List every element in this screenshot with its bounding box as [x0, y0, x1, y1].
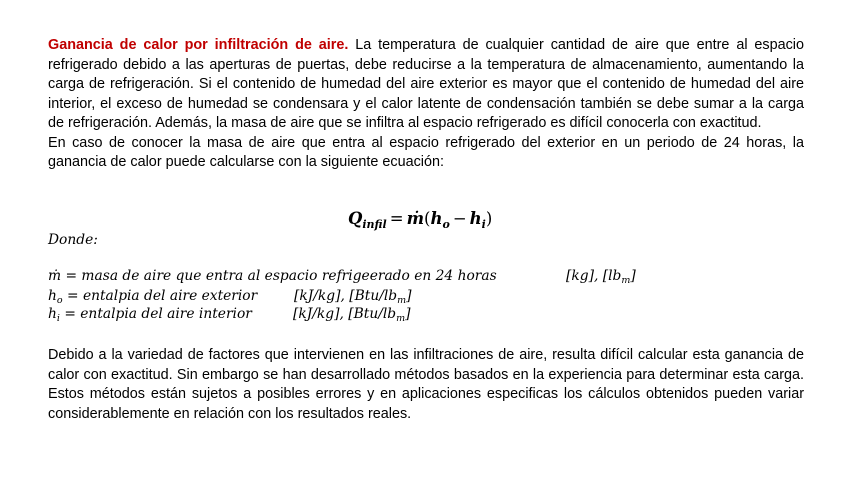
definition-unit-mass — [566, 268, 636, 286]
definition-unit-ho — [294, 288, 412, 306]
definition-unit-hi — [293, 306, 411, 324]
def-unit-end: ] — [406, 288, 412, 304]
intro-section — [48, 36, 804, 173]
eq-minus: − — [452, 209, 467, 228]
def-unit-sub: m — [396, 313, 406, 324]
eq-h2: h — [469, 209, 482, 228]
def-unit-text: [kJ/kg], [Btu/lb — [293, 306, 397, 322]
closing-paragraph: Debido a la variedad de factores que intervienen en las infiltraciones de aire, resulta difícil calcular esta ganancia de calor con exactitud. Sin embargo se han desarrollado métodos basados en la experiencia para determinar esta carga. Estos métodos están sujetos a posibles errores y en aplicaciones especificas los cálculos obtenidos pueden variar considerablemente en relación con los resultados reales. — [48, 347, 804, 422]
def-description: = entalpia del aire interior — [59, 306, 252, 322]
def-unit-end: ] — [630, 268, 636, 284]
intro-paragraph — [48, 36, 804, 134]
def-symbol: h — [48, 288, 57, 304]
eq-mdot: ṁ — [406, 209, 425, 228]
def-description: = masa de aire que entra al espacio refrigeerado en 24 horas — [61, 268, 497, 284]
section-heading: Ganancia de calor por infiltración de aire. — [48, 37, 349, 53]
def-unit-end: ] — [405, 306, 411, 322]
definition-row-ho — [48, 288, 257, 306]
intro-text: La temperatura de cualquier cantidad de aire que entre al espacio refrigerado debido a las aperturas de puertas, debe reducirse a la temperatura de almacenamiento, aumentando la carga de refrigeración. Si el contenido de humedad del aire exterior es mayor que el contenido de humedad del aire interior, el exceso de humedad se condensara y el calor latente de condensación también se debe sumar a la carga de refrigeración. Además, la masa de aire que se infiltra al espacio refrigerado es difícil conocerla con exactitud. — [48, 37, 804, 131]
eq-lhs-sub: infil — [362, 218, 387, 231]
definition-row-mass — [48, 268, 497, 284]
def-unit-sub: m — [397, 295, 407, 306]
heat-gain-equation — [348, 209, 492, 231]
eq-equals: = — [389, 209, 404, 228]
def-symbol: h — [48, 306, 57, 322]
eq-h1: h — [430, 209, 443, 228]
def-unit-sub: m — [621, 275, 631, 286]
intro-paragraph-2: En caso de conocer la masa de aire que entra al espacio refrigerado del exterior en un periodo de 24 horas, la ganancia de calor puede calcularse con la siguiente ecuación: — [48, 134, 804, 170]
def-symbol-sub: o — [56, 295, 63, 306]
eq-h1-sub: o — [442, 218, 450, 231]
eq-h2-sub: i — [481, 218, 486, 231]
def-unit-text: [kg], [lb — [566, 268, 622, 284]
def-symbol-sub: i — [56, 313, 60, 324]
eq-open-paren: ( — [424, 209, 431, 228]
def-description: = entalpia del aire exterior — [62, 288, 258, 304]
def-unit-text: [kJ/kg], [Btu/lb — [294, 288, 398, 304]
donde-label: Donde: — [48, 232, 98, 248]
eq-lhs: Q — [348, 209, 363, 228]
def-symbol: ṁ — [48, 268, 62, 284]
definition-row-hi — [48, 306, 252, 324]
eq-close-paren: ) — [485, 209, 493, 228]
